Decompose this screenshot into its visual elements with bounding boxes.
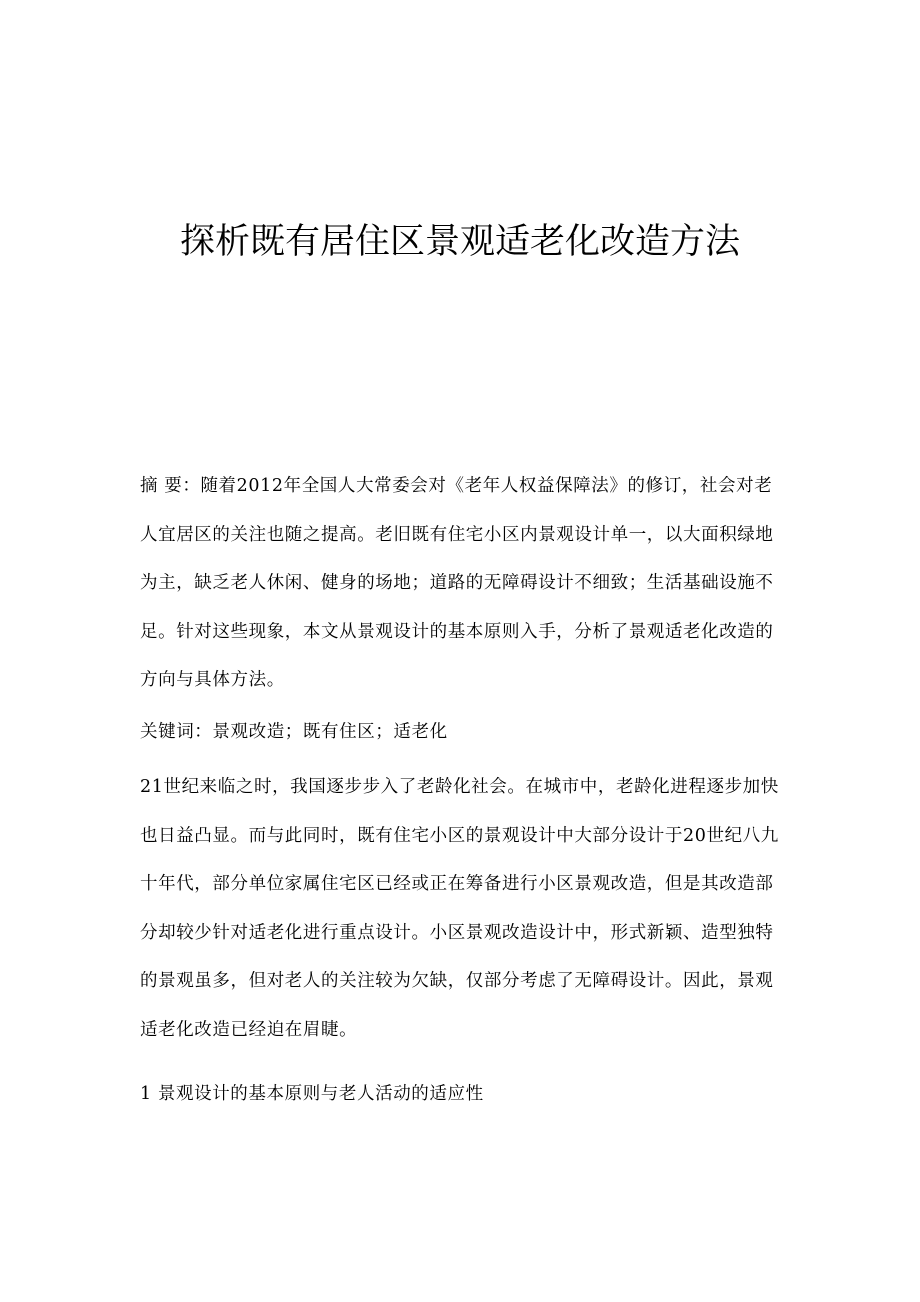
keywords-line: 关键词：景观改造；既有住区；适老化 [140,722,448,742]
document-title: 探析既有居住区景观适老化改造方法 [179,222,740,262]
abstract-paragraph: 摘 要：随着2012年全国人大常委会对《老年人权益保障法》的修订，社会对老人宜居区的关注也随之提高。老旧既有住宅小区内景观设计单一，以大面积绿地为主，缺乏老人休闲、健身的场地；道路的无障碍设计不细致；生活基础设施不足。针对这些现象，本文从景观设计的基本原则入手，分析了景观适老化改造的方向与具体方法。 [140,476,774,690]
intro-paragraph: 21世纪来临之时，我国逐步步入了老龄化社会。在城市中，老龄化进程逐步加快也日益凸显。而与此同时，既有住宅小区的景观设计中大部分设计于20世纪八九十年代，部分单位家属住宅区已经或正在筹备进行小区景观改造，但是其改造部分却较少针对适老化进行重点设计。小区景观改造设计中，形式新颖、造型独特的景观虽多，但对老人的关注较为欠缺，仅部分考虑了无障碍设计。因此，景观适老化改造已经迫在眉睫。 [140,777,779,1040]
section-heading: 1 景观设计的基本原则与老人活动的适应性 [140,1084,484,1104]
